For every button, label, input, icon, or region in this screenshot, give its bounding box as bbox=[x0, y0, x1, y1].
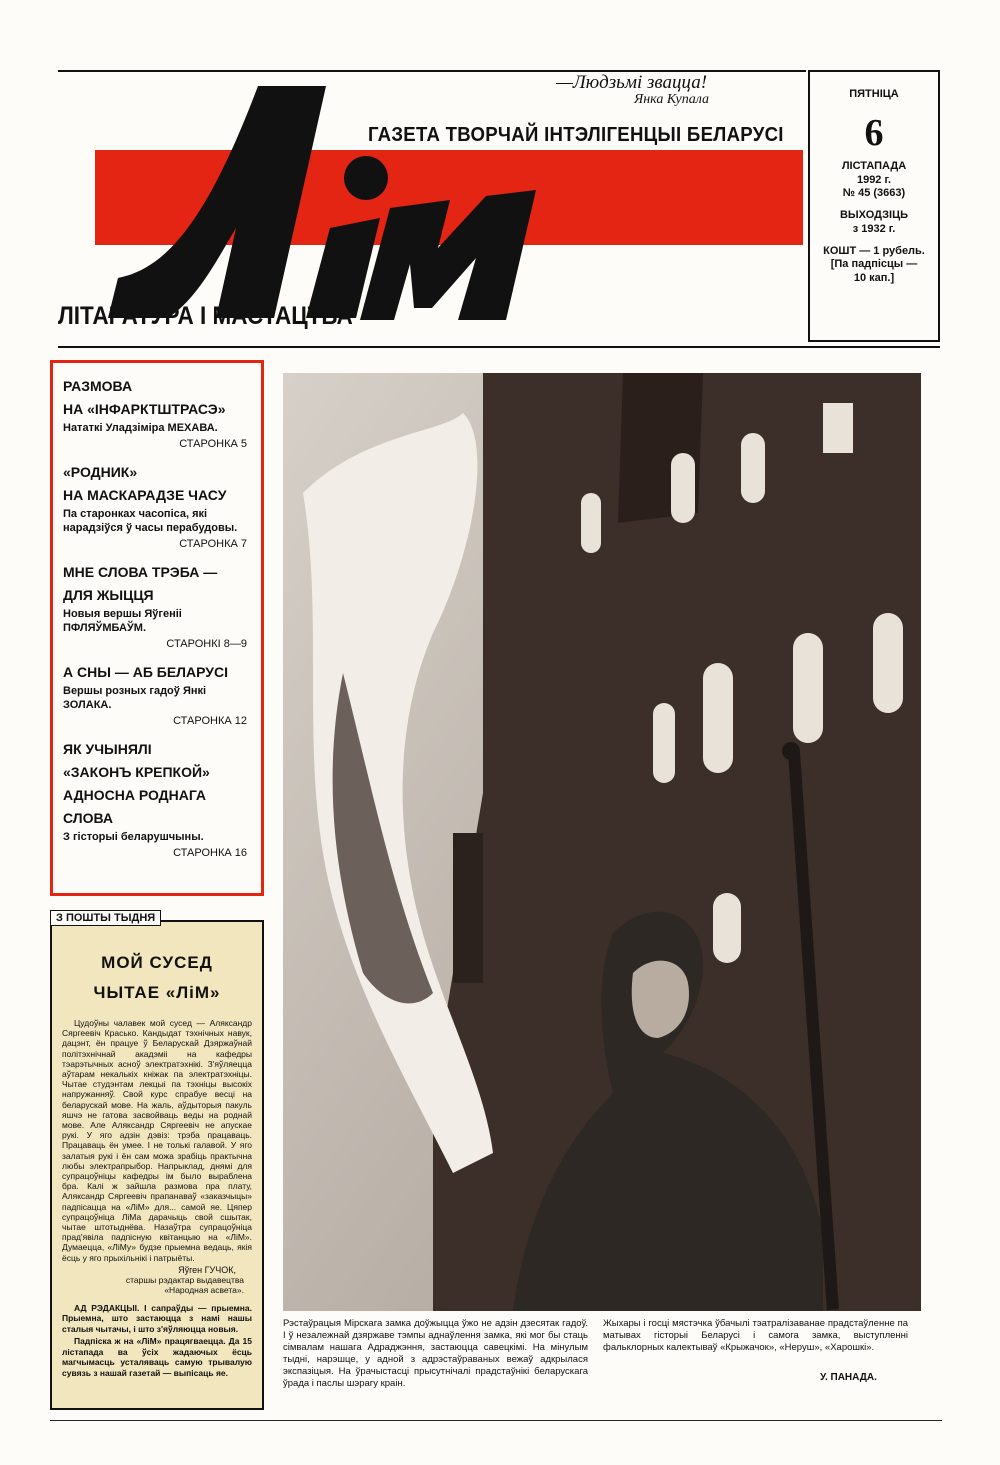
issue-published-year: з 1932 г. bbox=[852, 222, 896, 235]
photo-small-tower bbox=[453, 833, 483, 983]
contents-page-ref: СТАРОНКА 12 bbox=[173, 715, 247, 727]
castle-window bbox=[581, 493, 601, 553]
castle-flag-photo bbox=[283, 373, 921, 1311]
logo-letter-l bbox=[108, 86, 326, 318]
contents-headline: НА «ІНФАРКТШТРАСЭ» bbox=[63, 401, 226, 417]
mail-author: Яўген ГУЧОК, bbox=[178, 1264, 236, 1275]
contents-headline: «ЗАКОНЪ КРЕПКОЙ» bbox=[63, 764, 210, 780]
masthead-signature: Янка Купала bbox=[634, 92, 710, 107]
contents-page-ref: СТАРОНКА 7 bbox=[179, 538, 247, 550]
contents-item[interactable] bbox=[63, 375, 251, 453]
masthead-subtitle: ЛІТАРАТУРА І МАСТАЦТВА bbox=[58, 302, 353, 330]
castle-window bbox=[713, 893, 741, 963]
castle-window bbox=[823, 403, 853, 453]
masthead-bottom-rule bbox=[58, 346, 940, 348]
issue-day: 6 bbox=[864, 111, 884, 154]
castle-window bbox=[793, 633, 823, 743]
mail-author-position: старшы рэдактар выдавецтва bbox=[125, 1274, 244, 1285]
issue-info-box bbox=[808, 70, 940, 342]
logo-letter-i-dot bbox=[344, 156, 388, 200]
photo-credit: У. ПАНАДА. bbox=[820, 1372, 877, 1383]
contents-headline: НА МАСКАРАДЗЕ ЧАСУ bbox=[63, 487, 227, 503]
masthead-epigraph: —Людзьмі звацца! bbox=[556, 72, 708, 93]
issue-number: № 45 (3663) bbox=[842, 187, 906, 200]
contents-headline: ДЛЯ ЖЫЦЦЯ bbox=[63, 587, 154, 603]
caption-left: Рэстаўрацыя Мірскага замка доўжыцца ўжо не адзін дзесятак гадоў. І ў незалежнай дзяржаве тэмпы аднаўлення замка, які мог бы стаць сімвалам нашага Адраджэння, застаюцца савецкімі. На мінулым тыдні, нарэшце, у адной з адрэстаўраваных вежаў адкрылася экспазіцыя. На ўрачыстасці прысутнічалі прадстаўнікі беларускага ўрада і паслы шэрагу краін. bbox=[283, 1318, 588, 1389]
contents-headline: МНЕ СЛОВА ТРЭБА — bbox=[63, 564, 218, 580]
contents-page-ref: СТАРОНКА 5 bbox=[179, 438, 247, 450]
contents-description: Па старонках часопіса, які нарадзіўся ў часы перабудовы. bbox=[63, 508, 238, 534]
logo-letter-m bbox=[360, 190, 536, 320]
logo-text: ЛіМ bbox=[98, 55, 126, 72]
caption-right: Жыхары і госці мястэчка ўбачылі тэатралізаванае прадстаўленне па матывах гісторыі Беларусі і самога замка, выступленні фальклорных калектываў «Крыжачок», «Неруш», «Харошкі». bbox=[603, 1318, 908, 1353]
mail-title bbox=[62, 948, 252, 1008]
contents-headline: А СНЫ — АБ БЕЛАРУСІ bbox=[63, 664, 228, 680]
issue-month: ЛІСТАПАДА bbox=[841, 159, 907, 172]
issue-weekday: ПЯТНІЦА bbox=[849, 88, 899, 100]
castle-window bbox=[653, 703, 675, 783]
mail-title-line: ЧЫТАЕ «ЛіМ» bbox=[93, 983, 221, 1002]
photo-pole-top bbox=[782, 742, 800, 760]
mail-title-line: МОЙ СУСЕД bbox=[101, 953, 213, 972]
editorial-note bbox=[62, 1303, 252, 1379]
issue-year: 1992 г. bbox=[856, 173, 892, 186]
castle-window bbox=[671, 453, 695, 523]
reader-mail-column bbox=[50, 920, 264, 1410]
contents-item[interactable] bbox=[63, 561, 251, 653]
masthead-tagline: ГАЗЕТА ТВОРЧАЙ ІНТЭЛІГЕНЦЫІ БЕЛАРУСІ bbox=[368, 124, 784, 146]
issue-price: КОШТ — 1 рубель. bbox=[823, 244, 925, 257]
editorial-paragraph: АД РЭДАКЦЫІ. І сапраўды — прыемна. Прыемна, што застаюцца з намі нашы сталыя чытачы, і што з'яўляюцца новыя. bbox=[62, 1302, 252, 1334]
issue-price-subscription-amount: 10 кап.] bbox=[853, 272, 895, 284]
contents-page-ref: СТАРОНКА 16 bbox=[173, 847, 247, 859]
contents-item[interactable] bbox=[63, 461, 251, 553]
issue-price-subscription: [Па падпісцы — bbox=[830, 258, 918, 271]
contents-description: Новыя вершы Яўгеніі ПФЛЯЎМБАЎМ. bbox=[63, 608, 182, 634]
contents-headline: РАЗМОВА bbox=[63, 378, 133, 394]
contents-box bbox=[50, 360, 264, 896]
castle-window bbox=[873, 613, 903, 713]
mail-body: Цудоўны чалавек мой сусед — Аляксандр Сяргеевіч Красько. Кандыдат тэхнічных навук, дацэнт, ён працуе ў Беларускай Дзяржаўнай політэхнічнай акадэміі на кафедры тэарэтычных асноў электратэхнікі. З'яўляецца аўтарам некалькіх кніжак па электратэхніцы. Чытае студэнтам лекцыі па тэхніцы высокіх напружанняў. Свой курс спрабуе весці на беларускай мове. На жаль, аўдыторыя пакуль яшчэ не гатова засвойваць веды на роднай мове. Але Аляксандр Сяргеевіч не апускае рукі. У яго адзін дэвіз: трэба працаваць. Працаваць ён умее. І не толькі галавой. У яго залатыя рукі і ён сам можа зрабіць практычна любы электрапрыбор. Напрыклад, днямі для супрацоўніцы кафедры ім было выраблена бра. Калі ж зайшла размова пра плату, Аляксандр Сяргеевіч прапанаваў «заказчыцы» падпісацца на «ЛіМ» для... самой яе. Цяпер супрацоўніца ЛіМа дарачыць свой сшытак, чытае штотыднёва. Назаўтра супрацоўніца прад'явіла падпісную квітанцыю на «ЛіМ». Думаецца, «ЛіМу» будзе прыемна ведаць, якія ёсць у яго прыхільнікі і патрыёты. bbox=[62, 1018, 252, 1263]
editorial-paragraph: Падпіска ж на «ЛіМ» працягваецца. Да 15 лістапада ва ўсіх жадаючых ёсць магчымасць усталяваць самую трывалую сувязь з нашай газетай — выпісаць яе. bbox=[62, 1336, 252, 1378]
page-bottom-rule bbox=[50, 1420, 942, 1421]
mail-author-publisher: «Народная асвета». bbox=[164, 1284, 244, 1295]
contents-item[interactable] bbox=[63, 738, 251, 862]
issue-published-since: ВЫХОДЗІЦЬ bbox=[839, 209, 909, 221]
castle-window bbox=[703, 663, 733, 773]
contents-description: Нататкі Уладзіміра МЕХАВА. bbox=[63, 422, 218, 434]
contents-page-ref: СТАРОНКІ 8—9 bbox=[166, 638, 247, 650]
contents-description: З гісторыі беларушчыны. bbox=[63, 831, 204, 843]
contents-description: Вершы розных гадоў Янкі ЗОЛАКА. bbox=[63, 685, 207, 711]
contents-headline: ЯК УЧЫНЯЛІ bbox=[63, 741, 152, 757]
contents-item[interactable] bbox=[63, 661, 251, 730]
contents-headline: «РОДНИК» bbox=[63, 464, 138, 480]
mail-section-tag: З ПОШТЫ ТЫДНЯ bbox=[50, 910, 161, 926]
contents-headline: АДНОСНА РОДНАГА СЛОВА bbox=[63, 787, 207, 826]
castle-window bbox=[741, 433, 765, 503]
